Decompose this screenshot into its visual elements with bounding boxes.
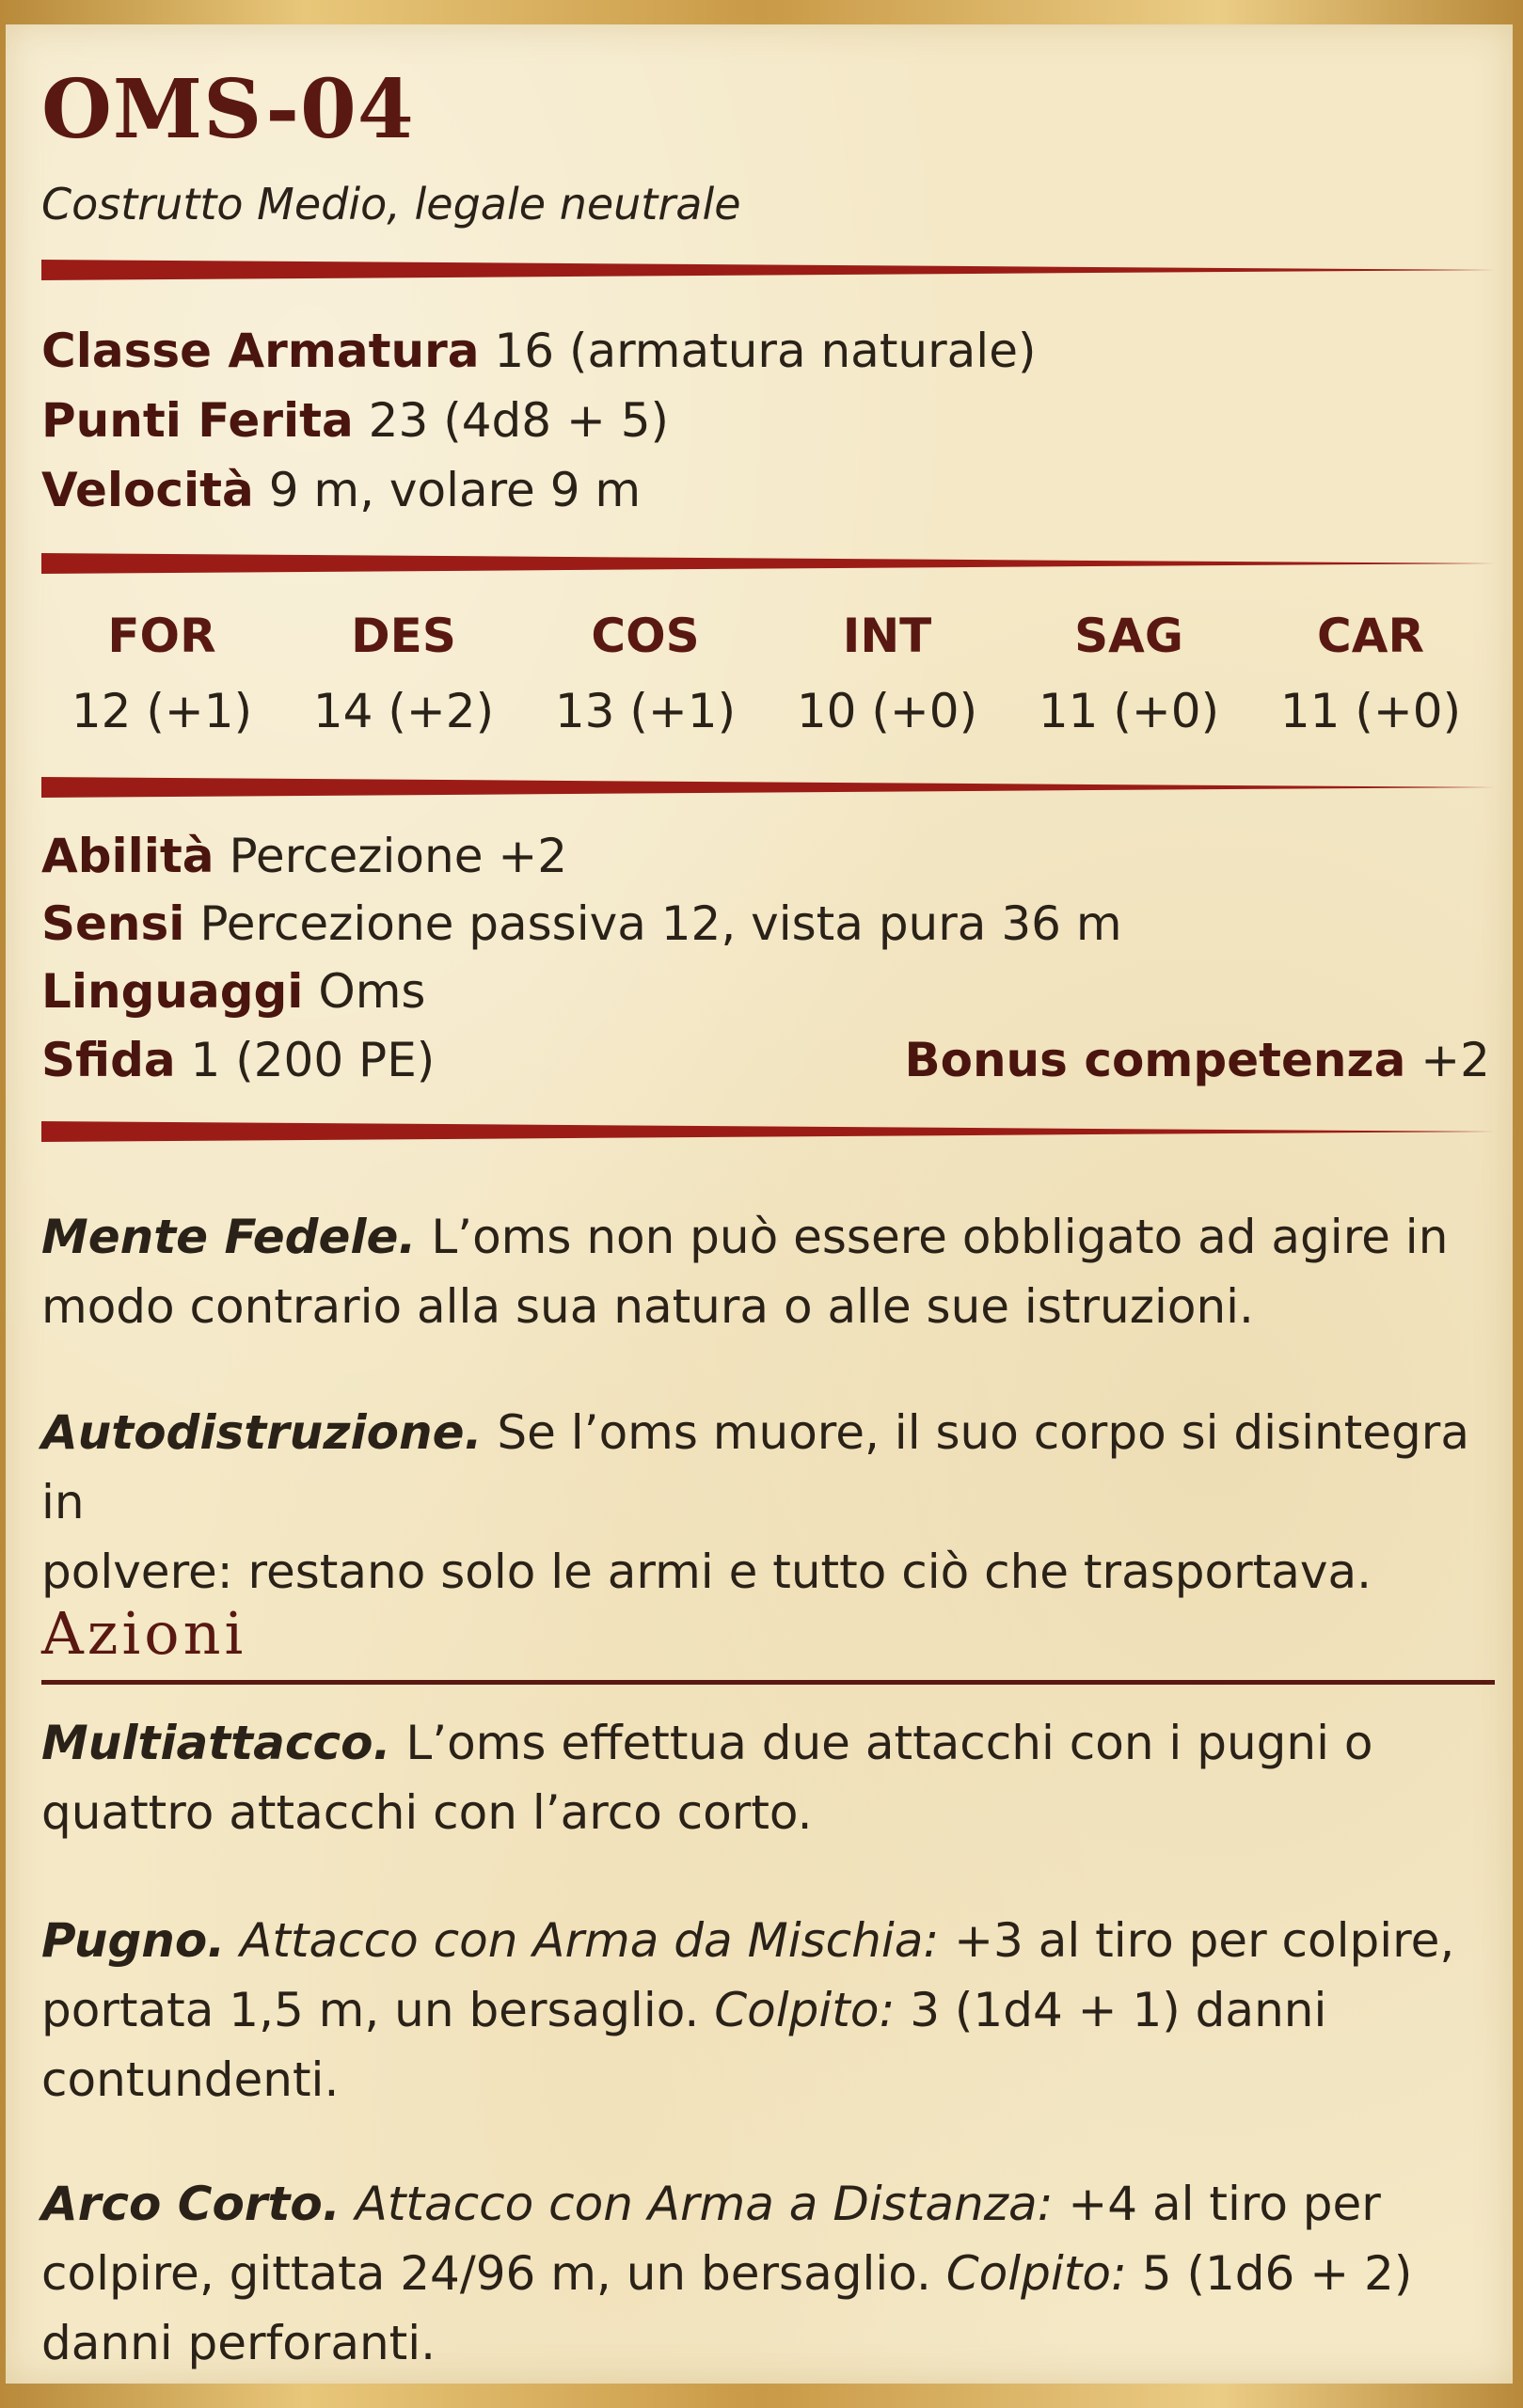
ability-name: SAG	[1074, 609, 1183, 663]
proficiency-value: +2	[1420, 1033, 1490, 1087]
speed-label: Velocità	[41, 463, 254, 517]
proficiency-label: Bonus competenza	[904, 1033, 1406, 1087]
action-text: 5 (1d6 + 2)	[1141, 2246, 1413, 2301]
ability-name: INT	[842, 609, 932, 663]
armor-class-row	[41, 318, 1036, 384]
challenge-label: Sfida	[41, 1033, 176, 1087]
trait-text: Se l’oms muore, il suo corpo si disintegra in	[41, 1405, 1469, 1529]
actions-heading: Azioni	[41, 1599, 247, 1668]
creature-type: Costrutto Medio, legale neutrale	[41, 179, 741, 230]
action-name: Multiattacco.	[41, 1716, 391, 1770]
trait-text: polvere: restano solo le armi e tutto ciò che trasportava.	[41, 1545, 1372, 1599]
languages-row	[41, 958, 425, 1024]
attack-type: Attacco con Arma da Mischia:	[240, 1913, 940, 1968]
ability-name: COS	[591, 609, 700, 663]
speed-row	[41, 457, 641, 523]
action-text: contundenti.	[41, 2052, 340, 2107]
action-text: L’oms effettua due attacchi con i pugni o	[405, 1716, 1373, 1770]
skills-value: Percezione +2	[229, 829, 568, 883]
trait-text: L’oms non può essere obbligato ad agire in	[431, 1210, 1449, 1264]
trait-name: Mente Fedele.	[41, 1210, 417, 1264]
challenge-value: 1 (200 PE)	[190, 1033, 436, 1087]
ability-name: CAR	[1317, 609, 1424, 663]
ability-value: 10 (+0)	[796, 684, 978, 738]
ability-dex	[283, 603, 524, 753]
stat-block-sheet	[6, 24, 1513, 2384]
action-short-bow	[41, 2169, 1495, 2378]
ability-value: 13 (+1)	[554, 684, 737, 738]
action-punch	[41, 1906, 1495, 2115]
ability-str	[41, 603, 282, 753]
actions-heading-rule	[41, 1680, 1495, 1685]
ability-wis	[1008, 603, 1249, 753]
senses-value: Percezione passiva 12, vista pura 36 m	[199, 896, 1122, 951]
languages-value: Oms	[318, 964, 426, 1019]
proficiency-row	[905, 1027, 1491, 1093]
languages-label: Linguaggi	[41, 964, 304, 1019]
action-text: quattro attacchi con l’arco corto.	[41, 1785, 813, 1840]
senses-row	[41, 891, 1122, 957]
action-text: portata 1,5 m, un bersaglio.	[41, 1983, 700, 2037]
action-name: Pugno.	[41, 1913, 226, 1968]
action-text: danni perforanti.	[41, 2316, 436, 2370]
ability-value: 11 (+0)	[1038, 684, 1220, 738]
ability-scores	[41, 603, 1490, 753]
trait-text: modo contrario alla sua natura o alle sue istruzioni.	[41, 1279, 1254, 1334]
divider-rule	[41, 775, 1495, 800]
hit-points-label: Punti Ferita	[41, 393, 354, 448]
hit-label: Colpito:	[945, 2246, 1127, 2301]
action-name: Arco Corto.	[41, 2177, 341, 2231]
attack-type: Attacco con Arma a Distanza:	[355, 2177, 1054, 2231]
ability-con	[525, 603, 766, 753]
ability-value: 12 (+1)	[71, 684, 253, 738]
action-text: +4 al tiro per	[1068, 2177, 1381, 2231]
hit-points-row	[41, 388, 669, 453]
divider-rule	[41, 551, 1495, 576]
ability-value: 14 (+2)	[312, 684, 495, 738]
ability-int	[767, 603, 1007, 753]
ability-value: 11 (+0)	[1279, 684, 1462, 738]
hit-label: Colpito:	[714, 1983, 896, 2037]
ability-cha	[1250, 603, 1491, 753]
skills-label: Abilità	[41, 829, 214, 883]
divider-rule	[41, 258, 1495, 282]
action-text: +3 al tiro per colpire,	[954, 1913, 1455, 1968]
action-text: 3 (1d4 + 1) danni	[910, 1983, 1327, 2037]
ability-name: FOR	[107, 609, 216, 663]
trait-mente-fedele	[41, 1202, 1495, 1341]
senses-label: Sensi	[41, 896, 185, 951]
ability-name: DES	[351, 609, 456, 663]
hit-points-value: 23 (4d8 + 5)	[368, 393, 670, 448]
armor-class-label: Classe Armatura	[41, 324, 480, 378]
action-multiattack	[41, 1708, 1495, 1847]
action-text: colpire, gittata 24/96 m, un bersaglio.	[41, 2246, 931, 2301]
armor-class-value: 16 (armatura naturale)	[494, 324, 1037, 378]
skills-row	[41, 823, 567, 889]
trait-name: Autodistruzione.	[41, 1405, 483, 1460]
trait-autodistruzione	[41, 1398, 1495, 1607]
challenge-row	[41, 1027, 435, 1093]
speed-value: 9 m, volare 9 m	[268, 463, 642, 517]
creature-name: OMS-04	[41, 62, 415, 157]
divider-rule	[41, 1119, 1495, 1144]
